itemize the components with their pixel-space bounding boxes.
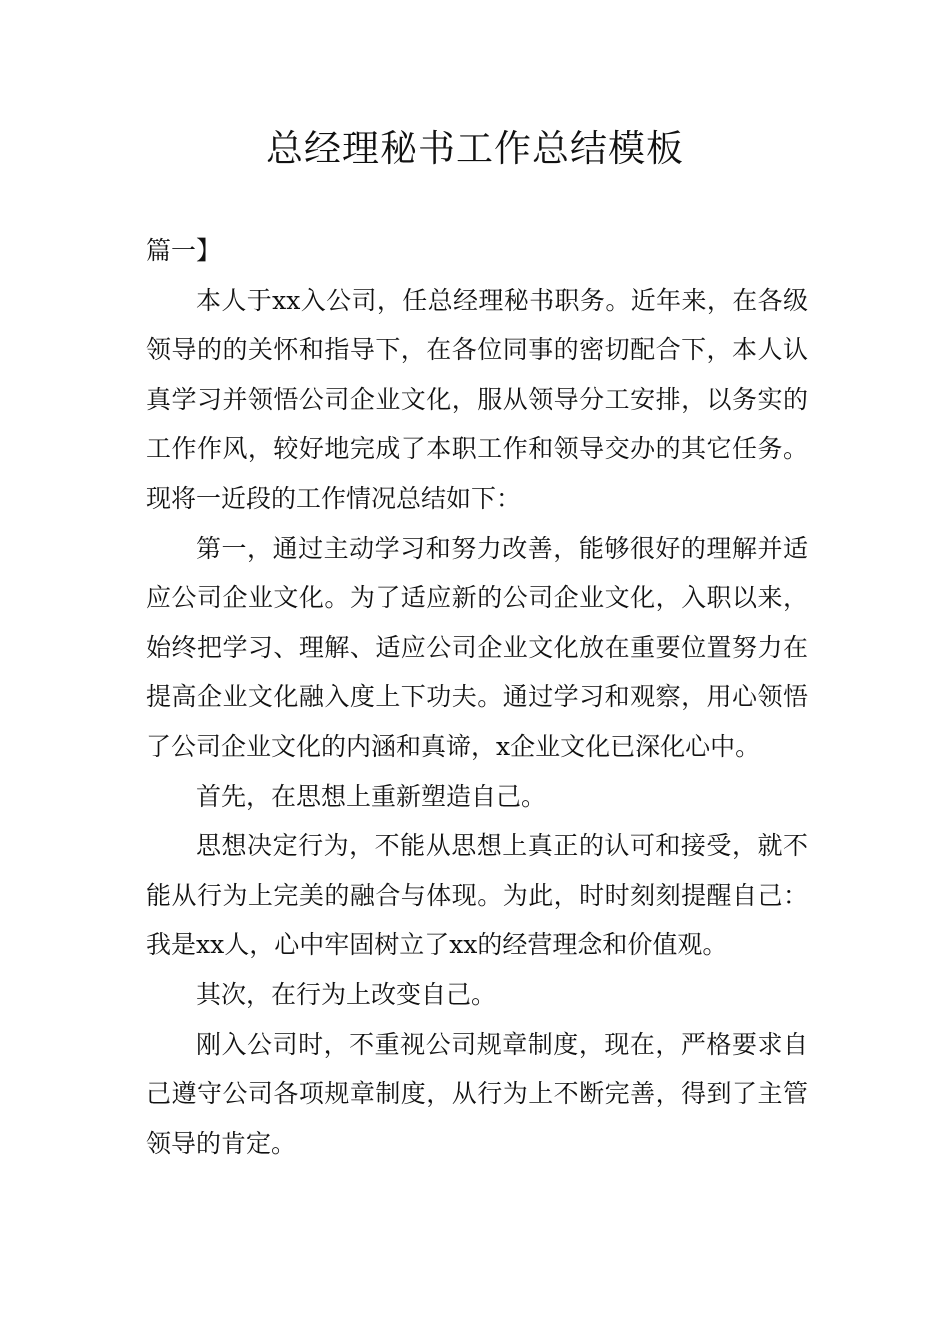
- paragraph-intro: 本人于xx入公司，任总经理秘书职务。近年来，在各级领导的的关怀和指导下，在各位同事的密切配合下，本人认真学习并领悟公司企业文化，服从领导分工安排，以务实的工作作风，较好地完成了本职工作和领导交办的其它任务。现将一近段的工作情况总结如下：: [146, 285, 808, 513]
- document-body: [146, 226, 808, 1168]
- document-title: 总经理秘书工作总结模板: [266, 127, 684, 170]
- paragraph-secondly: 其次，在行为上改变自己。: [196, 979, 497, 1009]
- paragraph-first-point: 第一，通过主动学习和努力改善，能够很好的理解并适应公司企业文化。为了适应新的公司企业文化，入职以来，始终把学习、理解、适应公司企业文化放在重要位置努力在提高企业文化融入度上下功夫。通过学习和观察，用心领悟了公司企业文化的内涵和真谛，x企业文化已深化心中。: [146, 533, 808, 761]
- section-label: 篇一】: [146, 236, 222, 265]
- paragraph-behavior: 刚入公司时，不重视公司规章制度，现在，严格要求自己遵守公司各项规章制度，从行为上不断完善，得到了主管领导的肯定。: [146, 1029, 808, 1158]
- paragraph-thought: 思想决定行为，不能从思想上真正的认可和接受，就不能从行为上完美的融合与体现。为此，时时刻刻提醒自己：我是xx人，心中牢固树立了xx的经营理念和价值观。: [146, 831, 808, 960]
- paragraph-firstly: 首先，在思想上重新塑造自己。: [196, 781, 547, 811]
